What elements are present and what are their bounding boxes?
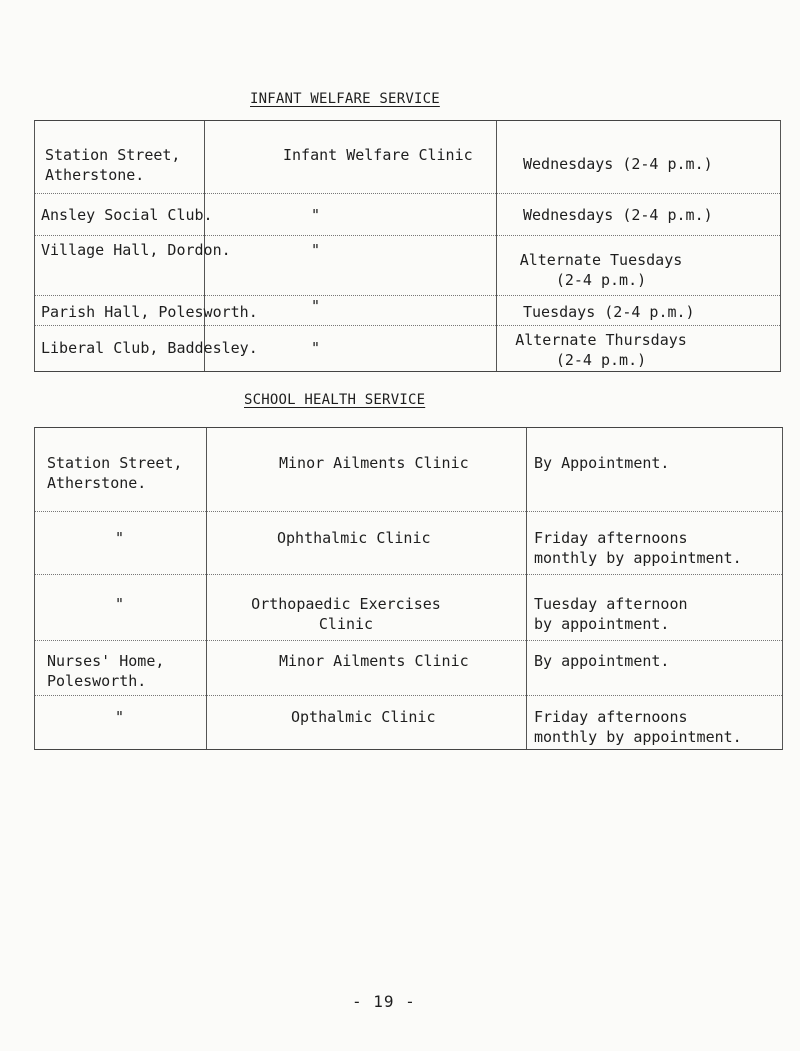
clinic-cell: Ophthalmic Clinic [277, 529, 431, 547]
school-health-heading: SCHOOL HEALTH SERVICE [244, 392, 426, 408]
page-number: - 19 - [352, 992, 416, 1011]
table-row [35, 428, 782, 511]
location-cell: Station Street, Atherstone. [47, 454, 183, 492]
service-cell: " [311, 297, 321, 315]
location-cell: Parish Hall, Polesworth. [41, 303, 258, 321]
table-row [35, 695, 782, 749]
location-cell: Nurses' Home, Polesworth. [47, 652, 165, 690]
location-cell: " [115, 595, 125, 613]
service-cell: " [311, 241, 321, 259]
location-cell: Village Hall, Dordon. [41, 241, 231, 259]
infant-welfare-heading: INFANT WELFARE SERVICE [250, 91, 440, 107]
table-row [35, 511, 782, 574]
times-cell: Wednesdays (2-4 p.m.) [523, 206, 713, 224]
table-row [35, 325, 780, 371]
clinic-cell: Minor Ailments Clinic [279, 454, 469, 472]
location-cell: " [115, 529, 125, 547]
times-cell: Alternate Thursdays (2-4 p.m.) [515, 331, 687, 369]
location-cell: Station Street, Atherstone. [45, 146, 181, 184]
service-cell: Infant Welfare Clinic [283, 146, 473, 164]
table-row [35, 235, 780, 295]
location-cell: Ansley Social Club. [41, 206, 213, 224]
clinic-cell: Minor Ailments Clinic [279, 652, 469, 670]
clinic-cell: Orthopaedic Exercises Clinic [251, 595, 441, 633]
location-cell: " [115, 708, 125, 726]
table-row [35, 574, 782, 640]
times-cell: Alternate Tuesdays (2-4 p.m.) [519, 251, 683, 289]
location-cell: Liberal Club, Baddesley. [41, 339, 258, 357]
times-cell: Tuesdays (2-4 p.m.) [523, 303, 695, 321]
times-cell: Friday afternoons monthly by appointment. [534, 529, 742, 567]
table-row [35, 193, 780, 235]
service-cell: " [311, 339, 321, 357]
times-cell: By Appointment. [534, 454, 670, 472]
school-health-table [34, 427, 783, 750]
service-cell: " [311, 206, 321, 224]
table-row [35, 640, 782, 695]
clinic-cell: Opthalmic Clinic [291, 708, 436, 726]
infant-welfare-table [34, 120, 781, 372]
times-cell: Friday afternoons monthly by appointment. [534, 708, 742, 746]
times-cell: By appointment. [534, 652, 670, 670]
times-cell: Tuesday afternoon by appointment. [534, 595, 688, 633]
times-cell: Wednesdays (2-4 p.m.) [523, 155, 713, 173]
table-row [35, 121, 780, 193]
table-row [35, 295, 780, 325]
